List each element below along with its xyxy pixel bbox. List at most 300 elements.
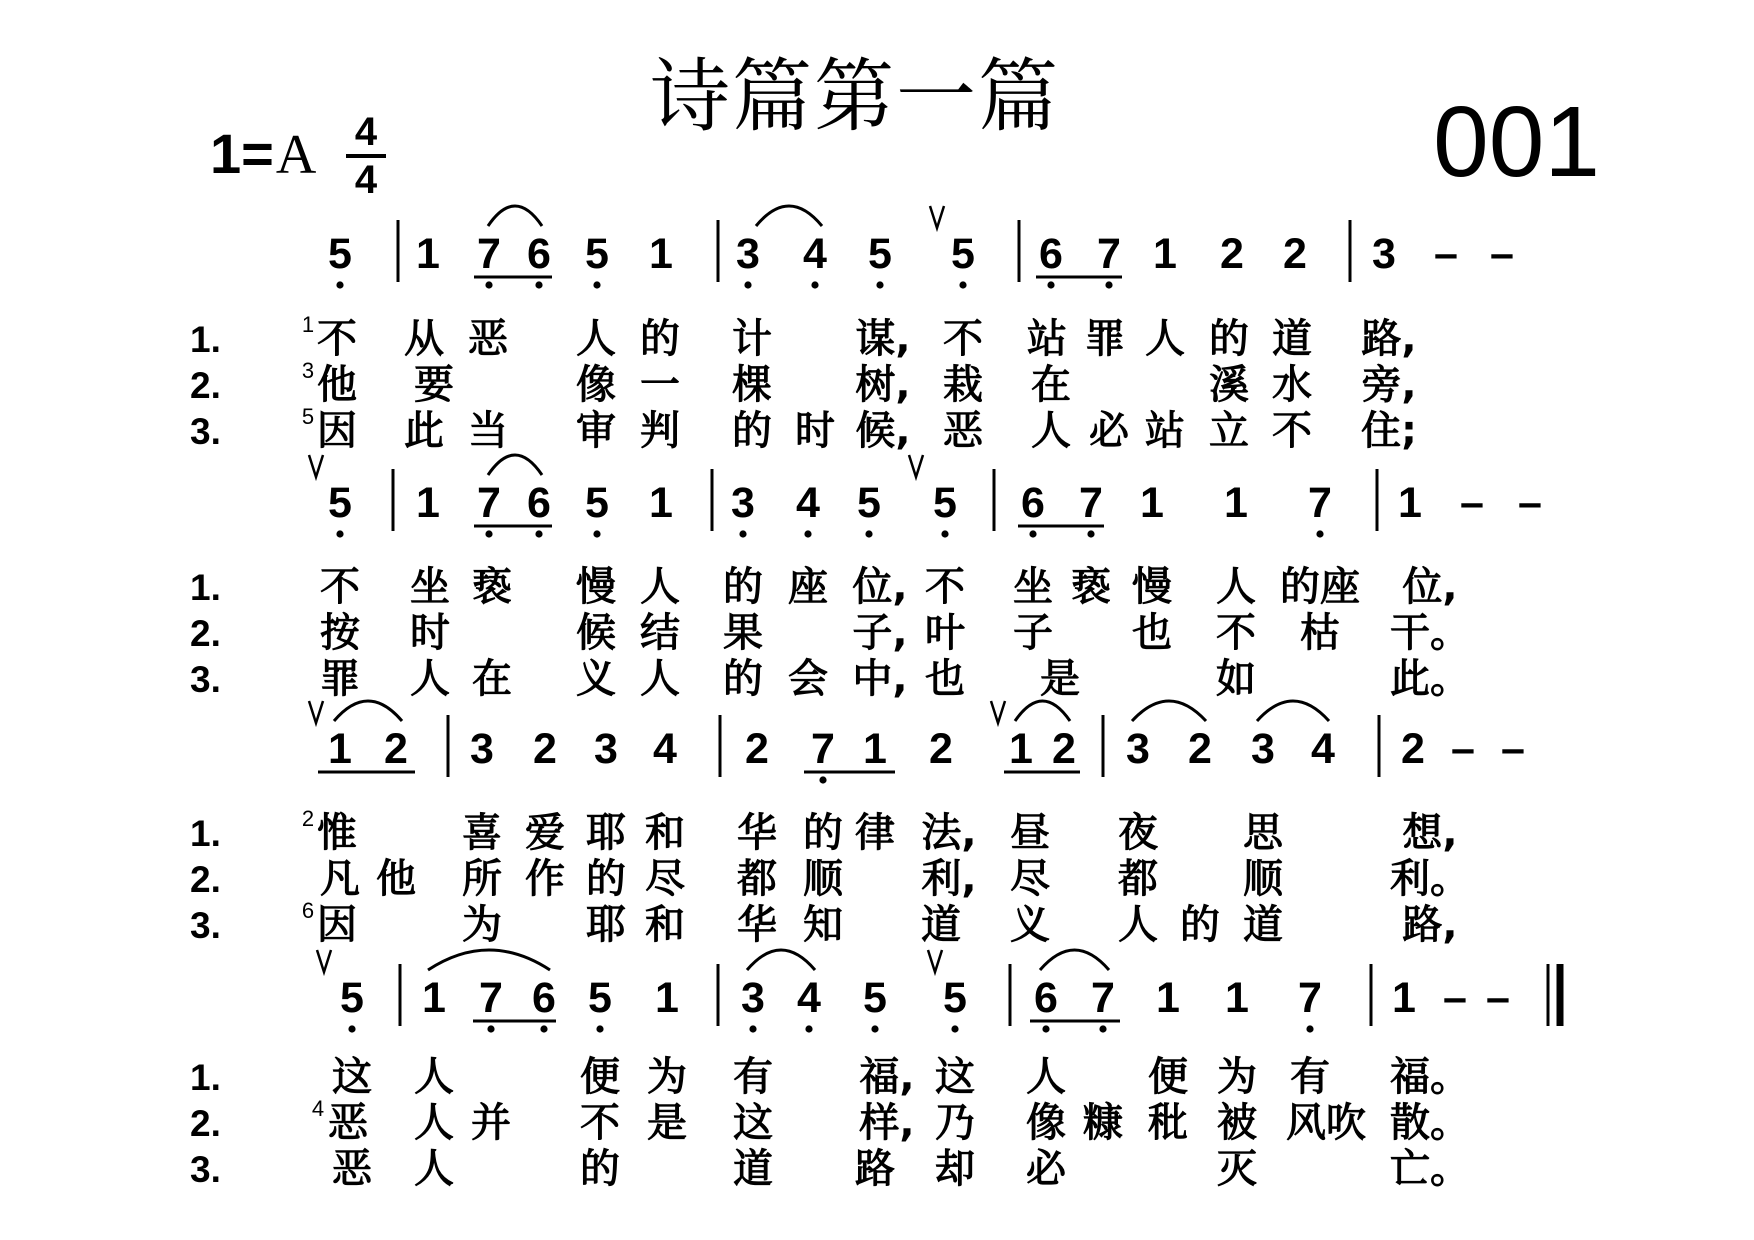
low-octave-dot — [1306, 1025, 1313, 1032]
note: 3 — [470, 725, 494, 773]
low-octave-dot — [485, 530, 492, 537]
note: 7 — [477, 479, 501, 527]
lyric: 候 — [576, 610, 616, 656]
note: 1 — [1392, 974, 1416, 1022]
note: 1 — [655, 974, 679, 1022]
note: 3 — [1372, 230, 1396, 278]
slur — [756, 206, 822, 226]
lyric: 慢 — [1132, 564, 1172, 610]
lyric: 是 — [1040, 656, 1080, 702]
low-octave-dot — [485, 281, 492, 288]
note: 1 — [1224, 479, 1248, 527]
lyric: 此 — [404, 408, 444, 454]
verse-number: 6 — [301, 898, 315, 923]
low-octave-dot — [487, 1025, 494, 1032]
lyric: 住; — [1361, 408, 1417, 454]
verse-label: 1. — [190, 813, 221, 854]
lyric: 中, — [852, 656, 908, 702]
lyric: 人 — [1145, 316, 1185, 362]
note: 7 — [1308, 479, 1332, 527]
lyric: 为 — [1217, 1054, 1257, 1100]
lyric: 人 — [1118, 902, 1158, 948]
slur — [428, 950, 550, 970]
lyric: 道 — [733, 1146, 773, 1192]
lyric: 人 — [414, 1054, 454, 1100]
note: 5 — [868, 230, 892, 278]
verse-number: 4 — [311, 1096, 325, 1121]
slur — [1132, 701, 1206, 721]
lyric: 都 — [1118, 856, 1158, 902]
lyric: 溪 — [1209, 362, 1249, 408]
lyric: 站 — [1027, 316, 1067, 362]
lyric: 华 — [737, 902, 777, 948]
low-octave-dot — [336, 281, 343, 288]
lyric: 不 — [925, 564, 965, 610]
low-octave-dot — [1087, 530, 1094, 537]
lyric: 灭 — [1217, 1146, 1257, 1192]
lyric: 水 — [1272, 362, 1312, 408]
dash: – — [1486, 974, 1510, 1022]
lyric: 的 — [723, 564, 763, 610]
lyric: 棵 — [732, 362, 772, 408]
slur — [1040, 950, 1109, 970]
note: 4 — [803, 230, 827, 278]
low-octave-dot — [348, 1025, 355, 1032]
slur — [488, 455, 542, 475]
lyric: 人 — [640, 564, 680, 610]
note: 5 — [328, 479, 352, 527]
lyric: 恶 — [332, 1146, 372, 1192]
lyric: 旁, — [1361, 362, 1417, 408]
lyric: 法, — [921, 810, 977, 856]
lyric: 顺 — [1243, 856, 1283, 902]
lyric: 子, — [852, 610, 908, 656]
note: 6 — [527, 479, 551, 527]
lyric: 便 — [580, 1054, 620, 1100]
lyric: 他 — [317, 362, 357, 408]
lyric: 华 — [737, 810, 777, 856]
lyric: 罪 — [320, 656, 360, 702]
note: 2 — [1220, 230, 1244, 278]
lyric: 并 — [471, 1100, 511, 1146]
dash: – — [1434, 230, 1458, 278]
low-octave-dot — [1105, 281, 1112, 288]
lyric: 像 — [1026, 1100, 1066, 1146]
verse-label: 2. — [190, 1103, 221, 1144]
meter-top: 4 — [354, 110, 378, 154]
verse-label: 3. — [190, 659, 221, 700]
note: 5 — [585, 230, 609, 278]
lyric: 所 — [462, 856, 502, 902]
lyric: 耶 — [586, 810, 626, 856]
lyric: 的 — [1180, 902, 1220, 948]
lyric: 要 — [414, 362, 454, 408]
note: 7 — [1298, 974, 1322, 1022]
note: 7 — [479, 974, 503, 1022]
slur — [1015, 701, 1070, 721]
note: 6 — [1021, 479, 1045, 527]
lyric: 恶 — [328, 1100, 368, 1146]
lyric: 这 — [935, 1054, 975, 1100]
lyric: 耶 — [586, 902, 626, 948]
lyric: 被 — [1217, 1100, 1257, 1146]
lyric: 的 — [732, 408, 772, 454]
lyric: 尽 — [645, 856, 685, 902]
lyric: 人 — [1026, 1054, 1066, 1100]
lyric: 凡 — [320, 856, 360, 902]
lyric: 座 — [788, 564, 828, 610]
lyric: 栽 — [943, 362, 983, 408]
lyric: 道 — [1272, 316, 1312, 362]
lyric: 叶 — [925, 610, 965, 656]
key-tone: A — [275, 124, 317, 186]
dash: – — [1451, 725, 1475, 773]
note: 1 — [1156, 974, 1180, 1022]
note: 1 — [422, 974, 446, 1022]
key-do: 1 — [210, 122, 242, 185]
lyric: 风吹 — [1286, 1100, 1366, 1146]
note: 5 — [857, 479, 881, 527]
note: 1 — [1398, 479, 1422, 527]
note: 7 — [1079, 479, 1103, 527]
verse-label: 3. — [190, 905, 221, 946]
low-octave-dot — [1316, 530, 1323, 537]
lyric: 利。 — [1390, 856, 1470, 902]
meter-bottom: 4 — [354, 158, 378, 202]
lyric: 时 — [410, 610, 450, 656]
note: 1 — [416, 479, 440, 527]
low-octave-dot — [804, 530, 811, 537]
breath-mark — [991, 701, 1005, 723]
note: 5 — [340, 974, 364, 1022]
lyric: 会 — [788, 656, 828, 702]
note: 1 — [416, 230, 440, 278]
verse-label: 2. — [190, 859, 221, 900]
note: 2 — [1052, 725, 1076, 773]
lyric: 秕 — [1148, 1100, 1188, 1146]
note: 3 — [594, 725, 618, 773]
lyric: 为 — [647, 1054, 687, 1100]
lyric: 干。 — [1390, 610, 1470, 656]
note: 3 — [736, 230, 760, 278]
verse-label: 3. — [190, 411, 221, 452]
lyric: 义 — [576, 656, 616, 702]
lyric: 尽 — [1010, 856, 1050, 902]
lyric: 坐 — [1013, 564, 1053, 610]
lyric: 人 — [1031, 408, 1071, 454]
note: 7 — [811, 725, 835, 773]
note: 7 — [477, 230, 501, 278]
lyric: 便 — [1148, 1054, 1188, 1100]
lyric: 利, — [921, 856, 977, 902]
lyric: 候, — [855, 408, 911, 454]
lyric: 喜 — [462, 810, 502, 856]
lyric: 的座 — [1280, 564, 1360, 610]
lyric: 不 — [1272, 408, 1312, 454]
low-octave-dot — [1047, 281, 1054, 288]
low-octave-dot — [593, 530, 600, 537]
lyric: 因 — [317, 408, 357, 454]
dash: – — [1460, 479, 1484, 527]
lyric: 不 — [943, 316, 983, 362]
note: 2 — [929, 725, 953, 773]
lyric: 有 — [1290, 1054, 1330, 1100]
note: 1 — [1009, 725, 1033, 773]
lyric: 不 — [580, 1100, 620, 1146]
lyric: 思 — [1243, 810, 1283, 856]
lyric: 的 — [723, 656, 763, 702]
breath-mark — [930, 206, 944, 228]
low-octave-dot — [596, 1025, 603, 1032]
lyric: 有 — [733, 1054, 773, 1100]
lyric: 像 — [576, 362, 616, 408]
lyric: 谋, — [855, 316, 911, 362]
note: 5 — [328, 230, 352, 278]
lyric: 人 — [414, 1146, 454, 1192]
note: 4 — [1311, 725, 1335, 773]
lyric: 也 — [925, 656, 965, 702]
verse-label: 1. — [190, 319, 221, 360]
low-octave-dot — [1029, 530, 1036, 537]
lyric: 亵 — [472, 564, 512, 610]
low-octave-dot — [959, 281, 966, 288]
note: 1 — [1225, 974, 1249, 1022]
note: 7 — [1091, 974, 1115, 1022]
low-octave-dot — [811, 281, 818, 288]
slur — [488, 206, 542, 226]
lyric: 的 — [586, 856, 626, 902]
lyric: 爱 — [525, 810, 565, 856]
lyric: 人 — [576, 316, 616, 362]
note: 3 — [1251, 725, 1275, 773]
note: 5 — [863, 974, 887, 1022]
low-octave-dot — [871, 1025, 878, 1032]
lyric: 糠 — [1083, 1100, 1123, 1146]
verse-number: 1 — [301, 312, 315, 337]
lyric: 的 — [803, 810, 843, 856]
low-octave-dot — [593, 281, 600, 288]
note: 3 — [1126, 725, 1150, 773]
verse-label: 1. — [190, 567, 221, 608]
lyric: 计 — [732, 316, 772, 362]
lyric: 路, — [1361, 316, 1417, 362]
lyric: 义 — [1010, 902, 1050, 948]
lyric: 想, — [1402, 810, 1458, 856]
breath-mark — [909, 455, 923, 477]
low-octave-dot — [1042, 1025, 1049, 1032]
note: 5 — [585, 479, 609, 527]
low-octave-dot — [739, 530, 746, 537]
low-octave-dot — [865, 530, 872, 537]
lyric: 恶 — [468, 316, 508, 362]
note: 2 — [1283, 230, 1307, 278]
verse-label: 1. — [190, 1057, 221, 1098]
lyric: 是 — [647, 1100, 687, 1146]
lyric: 道 — [1243, 902, 1283, 948]
lyric: 在 — [472, 656, 512, 702]
note: 2 — [533, 725, 557, 773]
lyric: 审 — [576, 408, 616, 454]
note: 5 — [933, 479, 957, 527]
note: 5 — [951, 230, 975, 278]
lyric: 的 — [640, 316, 680, 362]
dash: – — [1490, 230, 1514, 278]
lyric: 乃 — [935, 1100, 975, 1146]
lyric: 树, — [855, 362, 911, 408]
note: 3 — [741, 974, 765, 1022]
lyric: 和 — [645, 810, 685, 856]
low-octave-dot — [819, 776, 826, 783]
verse-number: 3 — [301, 358, 315, 383]
lyric: 道 — [921, 902, 961, 948]
lyric: 在 — [1031, 362, 1071, 408]
lyric: 都 — [737, 856, 777, 902]
lyric: 路, — [1402, 902, 1458, 948]
note: 3 — [731, 479, 755, 527]
lyric: 慢 — [576, 564, 616, 610]
lyric: 和 — [645, 902, 685, 948]
lyric: 必 — [1026, 1146, 1066, 1192]
lyric: 人 — [414, 1100, 454, 1146]
lyric: 作 — [525, 856, 565, 902]
lyric: 这 — [332, 1054, 372, 1100]
note: 6 — [1034, 974, 1058, 1022]
lyric: 样, — [859, 1100, 915, 1146]
low-octave-dot — [336, 530, 343, 537]
hymn-number: 001 — [1433, 86, 1600, 198]
lyric: 不 — [1216, 610, 1256, 656]
lyric: 一 — [640, 362, 680, 408]
low-octave-dot — [1099, 1025, 1106, 1032]
low-octave-dot — [876, 281, 883, 288]
breath-mark — [309, 701, 323, 723]
lyric: 昼 — [1010, 810, 1050, 856]
lyric: 人 — [410, 656, 450, 702]
lyric: 散。 — [1390, 1100, 1470, 1146]
lyric: 因 — [317, 902, 357, 948]
note: 6 — [532, 974, 556, 1022]
lyric: 罪 — [1085, 316, 1125, 362]
lyric: 惟 — [317, 810, 357, 856]
lyric: 路 — [855, 1146, 895, 1192]
lyric: 果 — [723, 610, 763, 656]
note: 2 — [745, 725, 769, 773]
note: 7 — [1097, 230, 1121, 278]
note: 6 — [527, 230, 551, 278]
note: 6 — [1039, 230, 1063, 278]
low-octave-dot — [744, 281, 751, 288]
lyric: 却 — [935, 1146, 975, 1192]
lyric: 的 — [1209, 316, 1249, 362]
lyric: 位, — [852, 564, 908, 610]
lyric: 立 — [1209, 408, 1249, 454]
note: 1 — [328, 725, 352, 773]
lyric: 结 — [640, 610, 680, 656]
note: 1 — [1153, 230, 1177, 278]
lyric: 亡。 — [1390, 1146, 1470, 1192]
lyric: 人 — [640, 656, 680, 702]
breath-mark — [928, 950, 942, 972]
song-title: 诗篇第一篇 — [650, 50, 1060, 143]
breath-mark — [317, 950, 331, 972]
verse-number: 2 — [301, 806, 315, 831]
note: 4 — [653, 725, 677, 773]
lyric: 从 — [404, 316, 444, 362]
lyric: 顺 — [803, 856, 843, 902]
note: 1 — [649, 230, 673, 278]
lyric: 坐 — [410, 564, 450, 610]
lyric: 的 — [580, 1146, 620, 1192]
slur — [747, 950, 815, 970]
lyric: 福。 — [1390, 1054, 1470, 1100]
slur — [1257, 701, 1329, 721]
note: 2 — [1188, 725, 1212, 773]
lyric: 此。 — [1390, 656, 1470, 702]
lyric: 当 — [468, 408, 508, 454]
lyric: 判 — [640, 408, 680, 454]
lyric: 必 — [1089, 408, 1129, 454]
verse-number: 5 — [301, 404, 315, 429]
lyric: 知 — [803, 902, 843, 948]
lyric: 也 — [1132, 610, 1172, 656]
dash: – — [1501, 725, 1525, 773]
lyric: 位, — [1402, 564, 1458, 610]
slur — [334, 701, 402, 721]
note: 5 — [588, 974, 612, 1022]
lyric: 为 — [462, 902, 502, 948]
verse-label: 2. — [190, 365, 221, 406]
lyric: 如 — [1216, 656, 1256, 702]
lyric: 不 — [317, 316, 357, 362]
lyric: 按 — [320, 610, 360, 656]
lyric: 福, — [859, 1054, 915, 1100]
lyric: 夜 — [1118, 810, 1158, 856]
note: 2 — [1401, 725, 1425, 773]
dash: – — [1518, 479, 1542, 527]
note: 1 — [863, 725, 887, 773]
note: 4 — [797, 974, 821, 1022]
note: 1 — [1140, 479, 1164, 527]
low-octave-dot — [951, 1025, 958, 1032]
low-octave-dot — [535, 281, 542, 288]
lyric: 律 — [855, 810, 895, 856]
lyric: 子 — [1013, 610, 1053, 656]
lyric: 人 — [1216, 564, 1256, 610]
lyric: 站 — [1145, 408, 1185, 454]
lyric: 这 — [733, 1100, 773, 1146]
lyric: 时 — [795, 408, 835, 454]
low-octave-dot — [941, 530, 948, 537]
lyric: 不 — [320, 564, 360, 610]
low-octave-dot — [805, 1025, 812, 1032]
breath-mark — [309, 455, 323, 477]
lyric: 他 — [376, 856, 416, 902]
verse-label: 3. — [190, 1149, 221, 1190]
lyric: 枯 — [1300, 610, 1340, 656]
dash: – — [1443, 974, 1467, 1022]
low-octave-dot — [749, 1025, 756, 1032]
note: 2 — [384, 725, 408, 773]
verse-label: 2. — [190, 613, 221, 654]
lyric: 亵 — [1071, 564, 1111, 610]
low-octave-dot — [535, 530, 542, 537]
note: 5 — [943, 974, 967, 1022]
key-equals: = — [241, 122, 274, 185]
note: 4 — [796, 479, 820, 527]
note: 1 — [649, 479, 673, 527]
lyric: 恶 — [943, 408, 983, 454]
low-octave-dot — [540, 1025, 547, 1032]
